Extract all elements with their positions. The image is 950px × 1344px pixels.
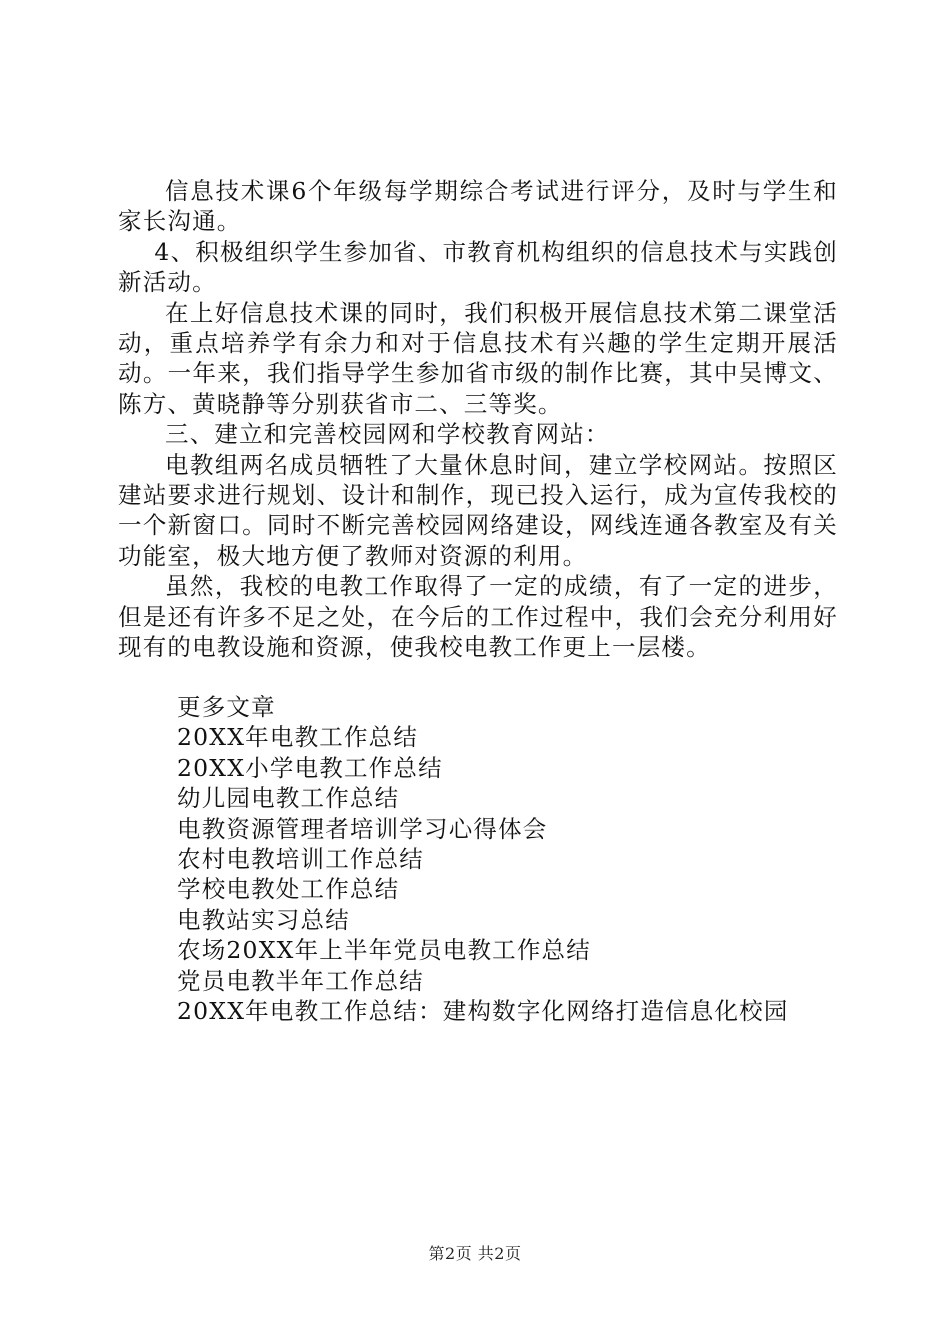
article-link[interactable]: 电教资源管理者培训学习心得体会 bbox=[177, 814, 548, 843]
page-footer: 第2页 共2页 bbox=[428, 1244, 522, 1263]
article-link[interactable]: 学校电教处工作总结 bbox=[177, 875, 400, 904]
paragraph: 信息技术课6个年级每学期综合考试进行评分，及时与学生和家长沟通。 bbox=[118, 177, 838, 236]
more-articles-heading: 更多文章 bbox=[177, 693, 276, 721]
paragraph: 4、积极组织学生参加省、市教育机构组织的信息技术与实践创新活动。 bbox=[118, 237, 838, 297]
more-articles bbox=[177, 692, 877, 1026]
section-heading: 三、建立和完善校园网和学校教育网站： bbox=[165, 420, 610, 449]
article-link[interactable]: 20XX年电教工作总结 bbox=[177, 723, 419, 752]
article-link[interactable]: 幼儿园电教工作总结 bbox=[177, 784, 400, 813]
article-link[interactable]: 党员电教半年工作总结 bbox=[177, 966, 424, 995]
article-link[interactable]: 农场20XX年上半年党员电教工作总结 bbox=[177, 936, 591, 965]
article-link[interactable]: 20XX小学电教工作总结 bbox=[177, 753, 443, 782]
article-link[interactable]: 电教站实习总结 bbox=[177, 905, 350, 934]
paragraph: 虽然，我校的电教工作取得了一定的成绩，有了一定的进步，但是还有许多不足之处，在今后的工作过程中，我们会充分利用好现有的电教设施和资源，使我校电教工作更上一层楼。 bbox=[118, 572, 838, 662]
article-link[interactable]: 20XX年电教工作总结：建构数字化网络打造信息化校园 bbox=[177, 997, 789, 1026]
paragraph: 电教组两名成员牺牲了大量休息时间，建立学校网站。按照区建站要求进行规划、设计和制作，现已投入运行，成为宣传我校的一个新窗口。同时不断完善校园网络建设，网线连通各教室及有关功能室，极大地方便了教师对资源的利用。 bbox=[118, 450, 838, 570]
paragraph: 在上好信息技术课的同时，我们积极开展信息技术第二课堂活动，重点培养学有余力和对于信息技术有兴趣的学生定期开展活动。一年来，我们指导学生参加省市级的制作比赛，其中吴博文、陈方、黄晓静等分别获省市二、三等奖。 bbox=[118, 298, 838, 418]
article-link[interactable]: 农村电教培训工作总结 bbox=[177, 845, 424, 874]
body-text bbox=[118, 176, 838, 663]
